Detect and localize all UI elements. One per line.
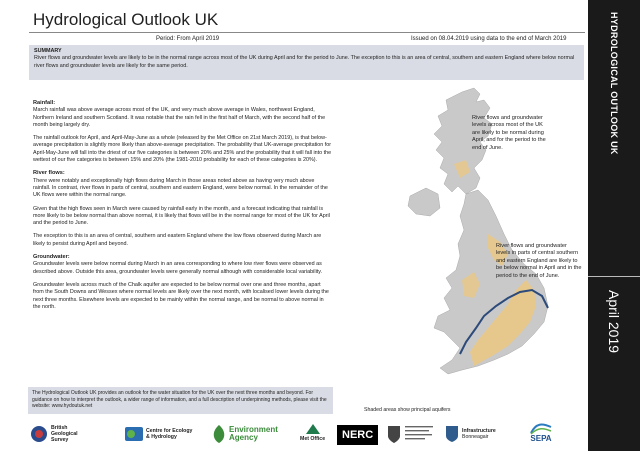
- groundwater-paragraph-2: Groundwater levels across much of the Chalk aquifer are expected to be below normal over one and three months, apart from the South Downs and Wessex where normal levels are likely over the next month, with localised lower levels during the next three months. Elsewhere levels are expected to be mainly within the normal range, and be normal to above normal in the north.: [33, 281, 329, 310]
- dfi-logo: [445, 423, 512, 445]
- map-northern-ireland: [408, 188, 440, 216]
- footer-box: [28, 387, 333, 414]
- met-office-logo: [300, 423, 325, 445]
- crest-logo: [386, 423, 435, 445]
- groundwater-heading: Groundwater:: [33, 254, 70, 261]
- map-callout-north: River flows and groundwater levels across most of the UK are likely to be normal during April, and for the period to the end of June.: [472, 115, 546, 151]
- met-office-emblem-icon: [305, 423, 321, 435]
- bgs-logo: [30, 423, 91, 445]
- crest-icon: [386, 424, 402, 444]
- river-flows-paragraph-1: There were notably and exceptionally high flows during March in those areas noted above as having very much above rainfall. In contrast, river flows in parts of central, southern and eastern England, were below normal. In the remainder of the UK flows were within the normal range.: [33, 177, 328, 199]
- page-title: Hydrological Outlook UK: [33, 10, 219, 29]
- title-divider: [29, 32, 585, 33]
- sidebar: [588, 0, 640, 451]
- nerc-logo-text: NERC: [337, 425, 378, 445]
- sidebar-title-box: [588, 6, 640, 246]
- bgs-emblem-icon: [30, 425, 48, 443]
- groundwater-paragraph-1: Groundwater levels were below normal during March in an area corresponding to where low river flows were observed as described above. Outside this area, groundwater levels were generally normal although with considerable local variability.: [33, 261, 323, 275]
- nerc-logo: [337, 424, 378, 446]
- footer-text: The Hydrological Outlook UK provides an outlook for the water situation for the UK over the next three months and beyond. For guidance on how to interpret the outlook, a wider range of information, and a full description of underpinning methods, please visit the website: www.hydoutuk.net: [32, 390, 327, 410]
- environment-agency-logo: [212, 423, 287, 445]
- rainfall-heading: Rainfall:: [33, 100, 56, 106]
- issued-label: Issued on 08.04.2019 using data to the end of March 2019: [411, 36, 567, 42]
- partner-logos: [30, 419, 585, 449]
- sidebar-divider: [588, 276, 640, 277]
- river-flows-paragraph-2: Given that the high flows seen in March were caused by rainfall early in the month, and a forecast indicating that rainfall is more likely to be below normal than above normal, it is likely that flows will be in the normal range for most of the UK for April and the period to June.: [33, 205, 330, 227]
- met-office-logo-text: Met Office: [300, 436, 326, 442]
- summary-text: River flows and groundwater levels are likely to be in the normal range across most of the UK during April and for the period to June. The exception to this is an area of central, southern and eastern England where below normal river flows and groundwater levels are likely for the same period.: [34, 55, 575, 69]
- dfi-crest-icon: [445, 425, 459, 443]
- river-flows-paragraph-3: The exception to this is an area of central, southern and eastern England where the low flows observed during March are likely to persist during April and beyond.: [33, 233, 322, 247]
- body-column: [33, 100, 332, 317]
- summary-heading: SUMMARY: [34, 48, 62, 54]
- map-callout-south: River flows and groundwater levels in parts of central southern and eastern England are likely to be below normal in April and in the period to the end of June.: [496, 243, 582, 279]
- dfi-logo-text: Infrastructure: [462, 428, 496, 434]
- river-flows-heading: River flows:: [33, 170, 65, 177]
- rainfall-paragraph-2: The rainfall outlook for April, and April-May-June as a whole (released by the Met Office on 21st March 2019), is that below-average precipitation is slightly more likely than above-average precipitation. The probability that UK-average precipitation for April-May-June will fall into the driest of our five categories is between 20% and 25% and the probability that it will fall into the wettest of our five categories is between 15% and 20% (the 1981-2010 probability for each of these categories is 20%).: [33, 135, 332, 164]
- ceh-logo: [125, 423, 194, 445]
- dfi-logo-label: [462, 428, 512, 440]
- ceh-logo-text: Centre for Ecology & Hydrology: [146, 428, 193, 440]
- ceh-emblem-icon: [125, 427, 143, 441]
- dfi-logo-subtext: Bonneagair: [462, 434, 489, 440]
- map-caption: Shaded areas show principal aquifers: [364, 407, 451, 413]
- sepa-logo: [530, 423, 552, 445]
- sepa-logo-text: SEPA: [530, 434, 552, 443]
- summary-box: [29, 45, 584, 80]
- sidebar-title: HYDROLOGICAL OUTLOOK UK: [609, 12, 619, 155]
- bgs-logo-text: British Geological Survey: [51, 425, 78, 443]
- environment-agency-leaf-icon: [212, 425, 226, 443]
- sidebar-date: April 2019: [606, 290, 622, 354]
- crest-text-lines-icon: [405, 424, 435, 444]
- period-label: Period: From April 2019: [156, 36, 220, 42]
- rainfall-paragraph-1: March rainfall was above average across most of the UK, and very much above average in Wales, northwest England, Northern Ireland and southern Scotland. It was notable that the rain fell in the first half of March, with the second half of the month being largely dry.: [33, 107, 326, 128]
- environment-agency-logo-text: Environment Agency: [229, 425, 278, 442]
